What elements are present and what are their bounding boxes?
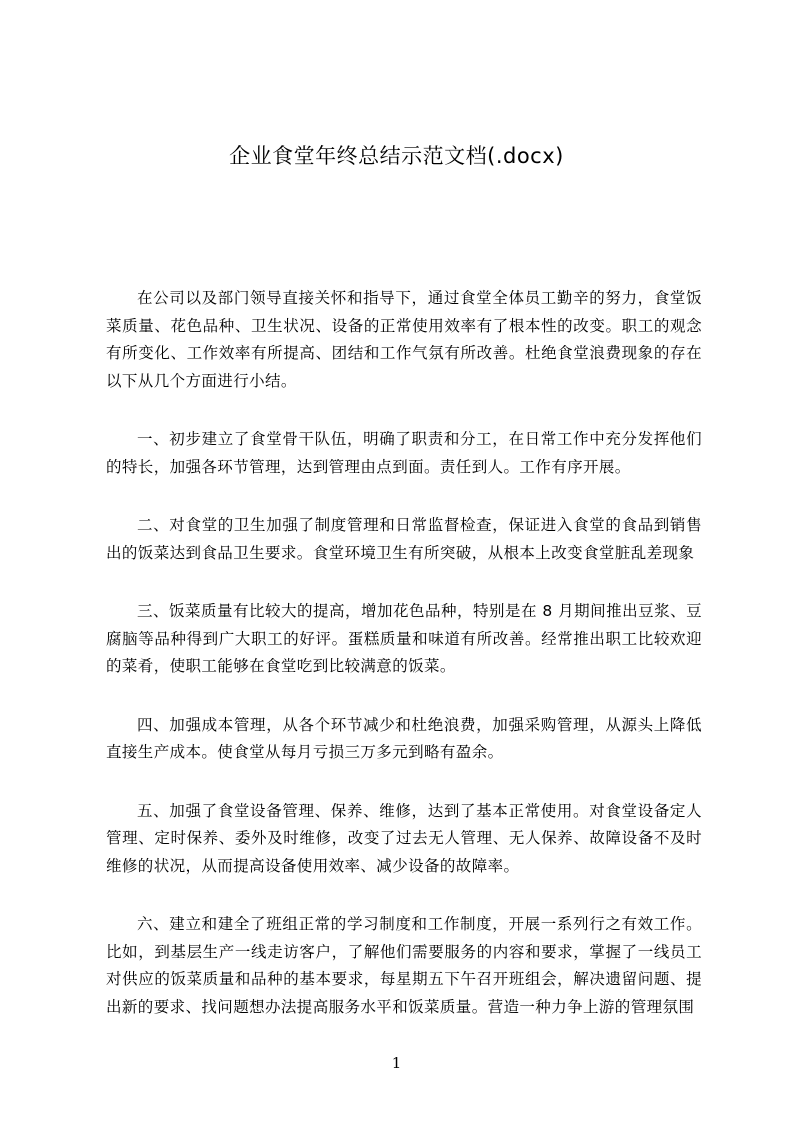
paragraph-section-5: 五、加强了食堂设备管理、保养、维修，达到了基本正常使用。对食堂设备定人管理、定时保养、委外及时维修，改变了过去无人管理、无人保养、故障设备不及时维修的状况，从而提高设备使用效率、减少设备的故障率。 xyxy=(106,801,702,875)
page-number: 1 xyxy=(391,1054,402,1072)
paragraph-section-2: 二、对食堂的卫生加强了制度管理和日常监督检查，保证进入食堂的食品到销售出的饭菜达到食品卫生要求。食堂环境卫生有所突破，从根本上改变食堂脏乱差现象 xyxy=(106,516,702,562)
paragraph-section-6: 六、建立和建全了班组正常的学习制度和工作制度，开展一系列行之有效工作。比如，到基层生产一线走访客户，了解他们需要服务的内容和要求，掌握了一线员工对供应的饭菜质量和品种的基本要求，每星期五下午召开班组会，解决遗留问题、提出新的要求、找问题想办法提高服务水平和饭菜质量。营造一种力争上游的管理氛围 xyxy=(106,915,702,1016)
paragraph-section-3: 三、饭菜质量有比较大的提高，增加花色品种，特别是在 8 月期间推出豆浆、豆腐脑等品种得到广大职工的好评。蛋糕质量和味道有所改善。经常推出职工比较欢迎的菜肴，使职工能够在食堂吃到比较满意的饭菜。 xyxy=(106,602,702,675)
document-body xyxy=(106,285,702,1052)
paragraph-section-1: 一、初步建立了食堂骨干队伍，明确了职责和分工，在日常工作中充分发挥他们的特长，加强各环节管理，达到管理由点到面。责任到人。工作有序开展。 xyxy=(106,430,702,476)
paragraph-section-4: 四、加强成本管理，从各个环节减少和杜绝浪费，加强采购管理，从源头上降低直接生产成本。使食堂从每月亏损三万多元到略有盈余。 xyxy=(106,715,702,761)
document-title: 企业食堂年终总结示范文档(.docx) xyxy=(229,144,564,168)
paragraph-intro: 在公司以及部门领导直接关怀和指导下，通过食堂全体员工勤辛的努力，食堂饭菜质量、花色品种、卫生状况、设备的正常使用效率有了根本性的改变。职工的观念有所变化、工作效率有所提高、团结和工作气氛有所改善。杜绝食堂浪费现象的存在以下从几个方面进行小结。 xyxy=(106,289,702,390)
